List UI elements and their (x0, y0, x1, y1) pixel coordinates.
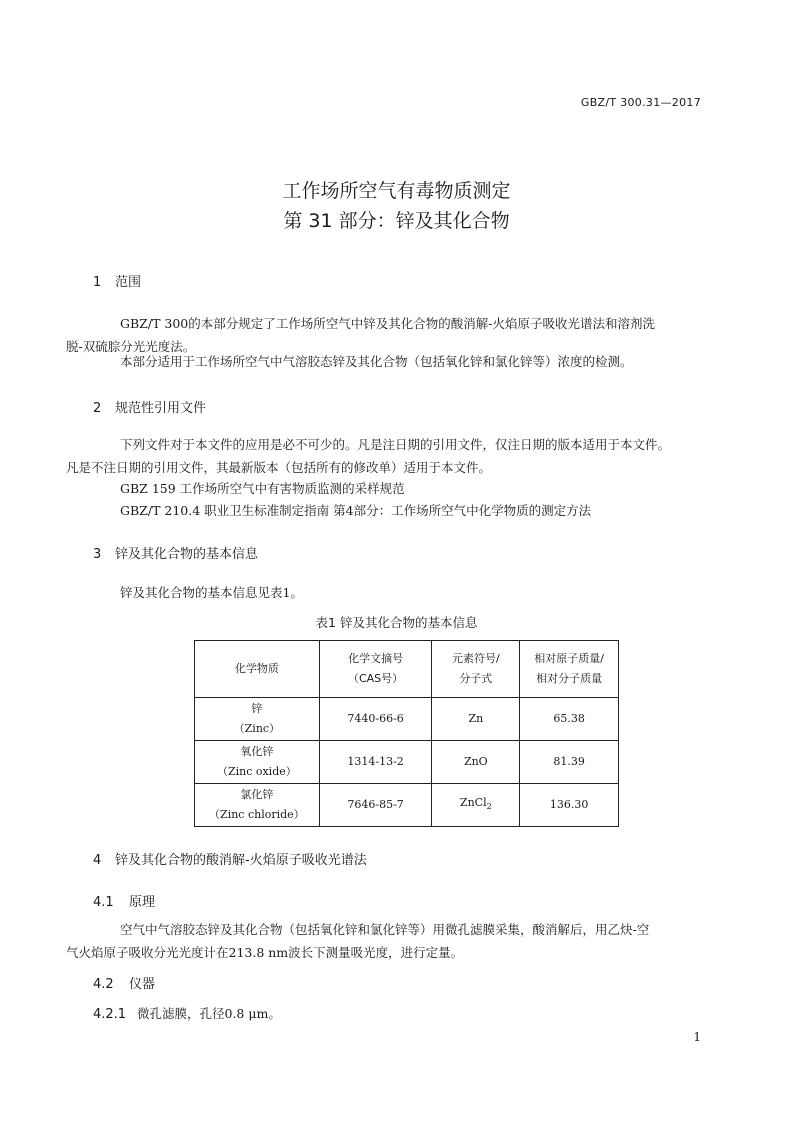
table-header-row (195, 641, 619, 698)
item-text: 微孔滤膜，孔径0.8 μm。 (137, 1006, 281, 1021)
document-subtitle: 第 31 部分：锌及其化合物 (283, 210, 510, 232)
substance-name: 氯化锌 (240, 788, 274, 801)
substance-cell (195, 741, 320, 784)
header-cell-cas (319, 641, 432, 698)
mass-cell: 81.39 (520, 741, 619, 784)
section-title: 范围 (115, 275, 142, 290)
section-2-paragraph-1 (66, 433, 718, 479)
header-text: 元素符号/ (451, 652, 500, 665)
page-number: 1 (693, 1030, 701, 1044)
header-cell-mass (520, 641, 619, 698)
header-text: 相对分子质量 (536, 672, 603, 685)
mass-cell: 136.30 (520, 784, 619, 827)
section-4-1-paragraph (66, 918, 718, 964)
table-caption: 表1 锌及其化合物的基本信息 (315, 615, 478, 630)
header-text: 分子式 (459, 672, 493, 685)
substance-name: 氧化锌 (240, 745, 274, 758)
formula-text: ZnCl (459, 795, 487, 809)
formula-cell (432, 784, 520, 827)
text-line: 气火焰原子吸收分光光度计在213.8 nm波长下测量吸光度，进行定量。 (66, 945, 464, 960)
section-3-heading (93, 543, 258, 562)
section-4-1-heading (93, 891, 155, 910)
reference-gbz-t-210-4: GBZ/T 210.4 职业卫生标准制定指南 第4部分：工作场所空气中化学物质的测定方法 (120, 503, 592, 518)
reference-gbz-159: GBZ 159 工作场所空气中有害物质监测的采样规范 (120, 481, 405, 496)
text-line: GBZ/T 300的本部分规定了工作场所空气中锌及其化合物的酸消解-火焰原子吸收光谱法和溶剂洗 (120, 316, 655, 331)
section-number: 4.2.1 (93, 1007, 127, 1022)
section-number: 4.2 (93, 977, 114, 992)
substance-cell (195, 784, 320, 827)
section-title: 锌及其化合物的酸消解-火焰原子吸收光谱法 (115, 853, 367, 868)
section-2-heading (93, 397, 206, 416)
mass-cell: 65.38 (520, 698, 619, 741)
section-number: 1 (93, 275, 102, 290)
section-4-2-1-item (93, 1004, 281, 1022)
document-code: GBZ/T 300.31—2017 (580, 96, 701, 109)
section-4-heading (93, 849, 367, 868)
section-number: 4 (93, 853, 102, 868)
header-text: （CAS号） (347, 672, 404, 685)
header-text: 化学物质 (234, 662, 279, 675)
substance-name-en: （Zinc oxide） (216, 765, 297, 778)
formula-subscript: 2 (486, 802, 492, 812)
section-number: 2 (93, 401, 102, 416)
text-line: 脱-双硫腙分光光度法。 (66, 339, 196, 354)
document-title: 工作场所空气有毒物质测定 (282, 180, 511, 202)
text-line: 凡是不注日期的引用文件，其最新版本（包括所有的修改单）适用于本文件。 (66, 460, 492, 475)
substance-name: 锌 (251, 702, 263, 715)
header-cell-formula (432, 641, 520, 698)
cas-cell: 7646-85-7 (319, 784, 432, 827)
header-text: 相对原子质量/ (534, 652, 604, 665)
substance-cell (195, 698, 320, 741)
section-title: 原理 (129, 895, 156, 910)
table-row (195, 741, 619, 784)
section-4-2-heading (93, 973, 155, 992)
header-text: 化学文摘号 (348, 652, 404, 665)
formula-cell: ZnO (432, 741, 520, 784)
section-title: 锌及其化合物的基本信息 (115, 547, 259, 562)
cas-cell: 1314-13-2 (319, 741, 432, 784)
formula-cell: Zn (432, 698, 520, 741)
section-1-paragraph-2: 本部分适用于工作场所空气中气溶胶态锌及其化合物（包括氧化锌和氯化锌等）浓度的检测。 (120, 354, 633, 369)
section-3-paragraph: 锌及其化合物的基本信息见表1。 (120, 585, 303, 600)
cas-cell: 7440-66-6 (319, 698, 432, 741)
section-title: 仪器 (129, 977, 156, 992)
text-line: 下列文件对于本文件的应用是必不可少的。凡是注日期的引用文件，仅注日期的版本适用于本文件。 (120, 437, 671, 452)
substance-name-en: （Zinc chloride） (209, 808, 305, 821)
table-row (195, 784, 619, 827)
text-line: 空气中气溶胶态锌及其化合物（包括氧化锌和氯化锌等）用微孔滤膜采集，酸消解后，用乙炔-空 (120, 922, 650, 937)
header-cell-substance (195, 641, 320, 698)
substance-name-en: （Zinc） (233, 722, 281, 735)
section-title: 规范性引用文件 (115, 401, 207, 416)
basic-info-table (194, 640, 619, 827)
section-number: 4.1 (93, 895, 114, 910)
table-row (195, 698, 619, 741)
section-number: 3 (93, 547, 102, 562)
section-1-heading (93, 271, 141, 290)
